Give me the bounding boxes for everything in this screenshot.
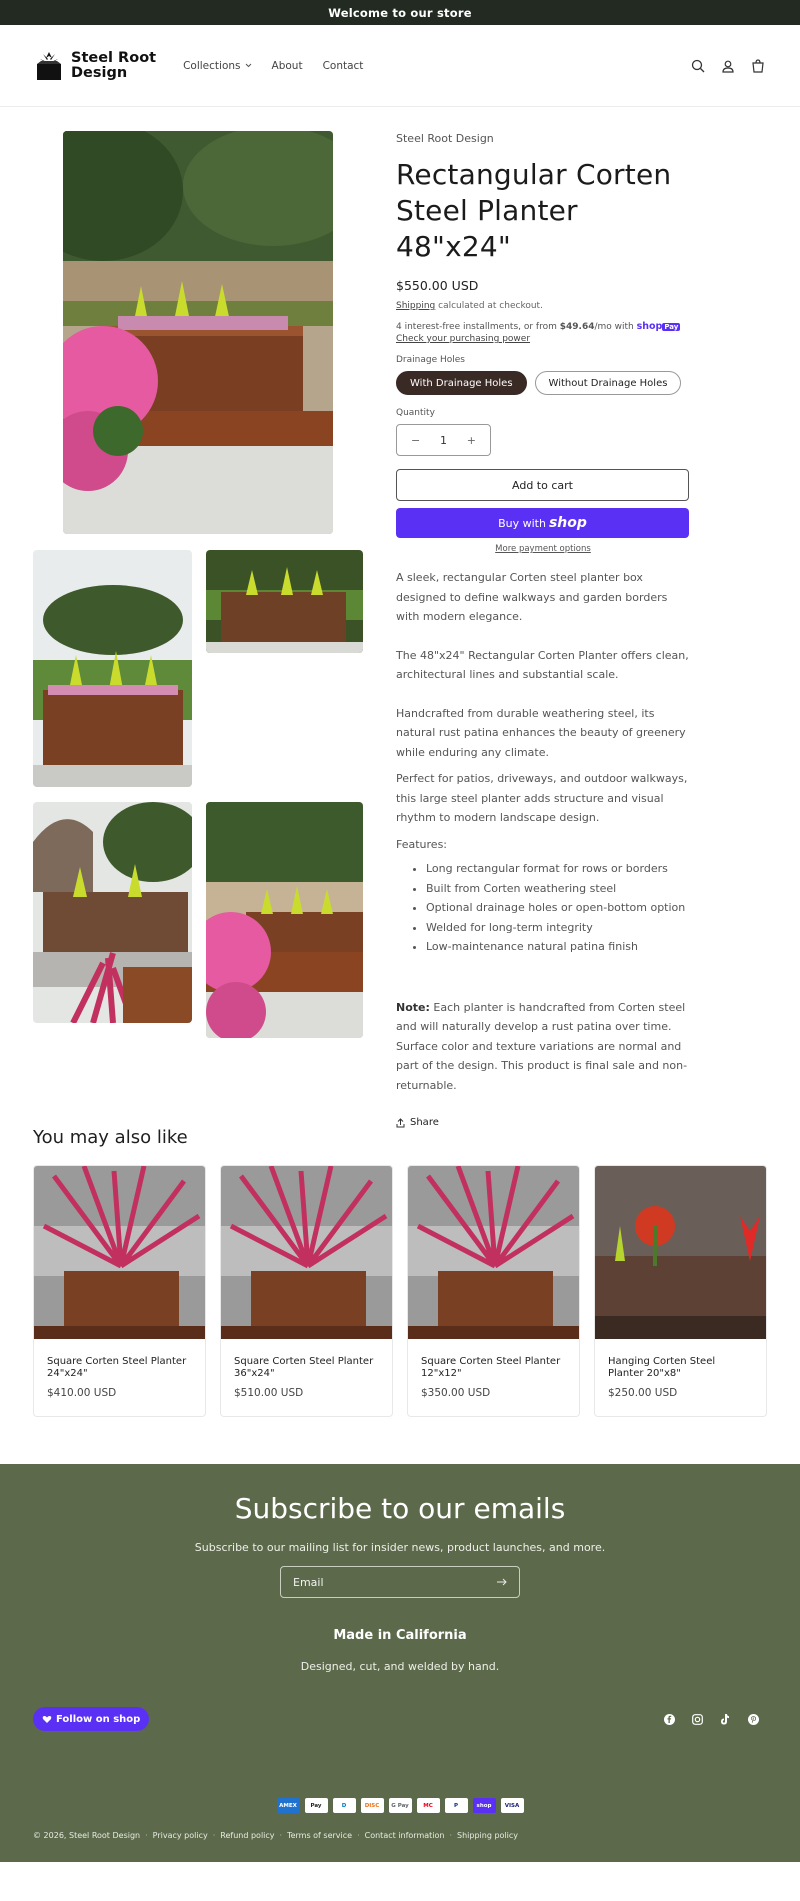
facebook-icon[interactable] [662,1712,676,1726]
subscribe-text: Subscribe to our mailing list for insider news, product launches, and more. [194,1541,606,1554]
product-section [0,107,800,1127]
product-card[interactable] [33,1165,206,1417]
terms-of-service-link[interactable]: Terms of service [287,1831,353,1840]
tiktok-icon[interactable] [718,1712,732,1726]
site-header [0,25,800,107]
paypal-icon: P [445,1798,468,1813]
logo-mark-icon [33,48,65,84]
description-paragraph: Handcrafted from durable weathering steel, its natural rust patina enhances the beauty of greenery while enduring any climate. [396,706,686,759]
logo[interactable] [33,48,156,84]
feature-item: • Low-maintenance natural patina finish [426,937,690,957]
product-thumbnail[interactable] [33,550,192,787]
product-card-image[interactable] [34,1166,206,1339]
subscribe-title: Subscribe to our emails [234,1492,566,1525]
product-card-price: $250.00 USD [608,1387,678,1399]
installment-amount: $49.64 [559,322,595,332]
product-card-name[interactable]: Square Corten Steel Planter 36"x24" [234,1356,374,1379]
quantity-decrease-button[interactable]: − [411,433,421,447]
description-paragraph: Perfect for patios, driveways, and outdoor walkways, this large steel planter adds structure and visual rhythm to modern landscape design. [396,772,688,824]
amex-icon: AMEX [277,1798,300,1813]
nav-contact[interactable]: Contact [322,59,364,72]
option-without-drainage[interactable]: Without Drainage Holes [535,371,682,395]
more-payment-options-link[interactable]: More payment options [495,544,591,554]
description-paragraph: The 48"x24" Rectangular Corten Planter offers clean, architectural lines and substantial scale. [396,648,689,681]
buy-with-shop-button[interactable]: Buy with shop [396,508,689,538]
search-icon[interactable] [689,57,707,75]
product-card-name[interactable]: Hanging Corten Steel Planter 20"x8" [608,1356,716,1379]
option-label: Drainage Holes [396,355,465,365]
announcement-text: Welcome to our store [328,5,472,20]
feature-item: • Long rectangular format for rows or borders [426,859,690,879]
instagram-icon[interactable] [690,1712,704,1726]
purchasing-power-link[interactable]: Check your purchasing power [396,334,531,344]
arrow-right-icon[interactable] [497,1578,507,1586]
product-card-name[interactable]: Square Corten Steel Planter 12"x12" [421,1356,561,1379]
email-input[interactable] [280,1566,520,1598]
apple-pay-icon: Pay [305,1798,328,1813]
logo-line-2: Design [71,64,128,81]
made-in-title: Made in California [333,1628,467,1643]
share-button[interactable]: Share [396,1117,690,1128]
features-list [426,859,690,957]
contact-information-link[interactable]: Contact information [364,1831,445,1840]
drainage-options [396,371,690,395]
visa-icon: VISA [501,1798,524,1813]
product-thumbnail[interactable] [206,550,363,653]
site-footer [0,1464,800,1862]
main-nav [183,60,363,72]
product-card-name[interactable]: Square Corten Steel Planter 24"x24" [47,1356,187,1379]
feature-item: • Optional drainage holes or open-bottom option [426,898,690,918]
google-pay-icon: G Pay [389,1798,412,1813]
description-paragraph: A sleek, rectangular Corten steel planter box designed to define walkways and garden borders with modern elegance. [396,571,668,623]
mastercard-icon: MC [417,1798,440,1813]
related-title: You may also like [33,1127,188,1148]
follow-on-shop-button[interactable]: Follow on shop [33,1707,149,1731]
heart-icon [42,1715,52,1724]
installments-note: 4 interest-free installments, or from $49.64/mo with shop Pay Check your purchasing power [396,321,679,344]
add-to-cart-button[interactable]: Add to cart [396,469,689,501]
product-price: $550.00 USD [396,278,479,293]
note-paragraph: Note: Each planter is handcrafted from Corten steel and will naturally develop a rust patina over time. Surface color and texture variations are normal and part of the design. This product is final sale and non-returnable. [396,1000,688,1092]
related-products [0,1165,800,1417]
product-card-price: $350.00 USD [421,1387,491,1399]
product-card[interactable] [594,1165,767,1417]
product-info [396,132,690,1128]
shipping-link[interactable]: Shipping [396,301,436,311]
product-vendor: Steel Root Design [396,132,494,145]
shipping-note: Shipping calculated at checkout. [396,301,543,311]
product-card-image[interactable] [221,1166,393,1339]
share-icon [396,1118,405,1128]
nav-about[interactable]: About [271,59,303,72]
quantity-increase-button[interactable]: + [466,433,476,447]
diners-club-icon: D [333,1798,356,1813]
logo-line-1: Steel Root [71,49,157,66]
cart-icon[interactable] [749,57,767,75]
chevron-down-icon [245,63,252,68]
social-links [662,1712,760,1726]
quantity-stepper [396,424,491,456]
nav-collections[interactable]: Collections [183,60,251,72]
product-description [396,568,690,1095]
discover-icon: DISC [361,1798,384,1813]
product-card-image[interactable] [595,1166,767,1339]
product-main-image[interactable] [63,131,333,534]
announcement-bar [0,0,800,25]
product-card-price: $410.00 USD [47,1387,117,1399]
product-card[interactable] [220,1165,393,1417]
pinterest-icon[interactable] [746,1712,760,1726]
refund-policy-link[interactable]: Refund policy [220,1831,275,1840]
feature-item: • Built from Corten weathering steel [426,879,690,899]
option-with-drainage[interactable]: With Drainage Holes [396,371,527,395]
quantity-label: Quantity [396,408,435,418]
copyright: © 2026, Steel Root Design [33,1831,141,1840]
feature-item: • Welded for long-term integrity [426,918,690,938]
product-thumbnail[interactable] [206,802,363,1038]
legal-links: © 2026, Steel Root Design · Privacy policy · Refund policy · Terms of service · Contact information · Shipping policy [33,1831,519,1840]
privacy-policy-link[interactable]: Privacy policy [152,1831,208,1840]
payment-methods [0,1798,800,1813]
email-placeholder: Email [293,1575,324,1589]
shop-pay-icon: shop [473,1798,496,1813]
product-card-price: $510.00 USD [234,1387,304,1399]
product-title: Rectangular Corten Steel Planter 48"x24" [396,158,672,263]
account-icon[interactable] [719,57,737,75]
shipping-policy-link[interactable]: Shipping policy [457,1831,519,1840]
product-card[interactable] [407,1165,580,1417]
features-label: Features: [396,837,448,851]
made-in-text: Designed, cut, and welded by hand. [300,1660,500,1673]
product-card-image[interactable] [408,1166,580,1339]
shop-pay-logo: shop Pay [636,321,679,332]
product-thumbnail[interactable] [33,802,192,1023]
quantity-value[interactable]: 1 [440,433,447,447]
